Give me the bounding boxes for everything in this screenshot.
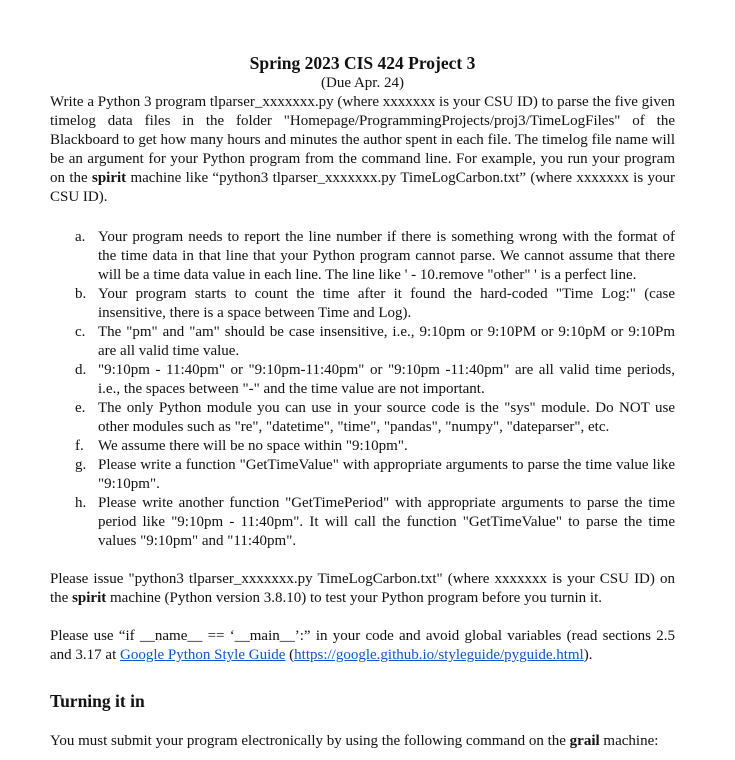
list-marker: b.	[75, 286, 87, 302]
list-item-text: The "pm" and "am" should be case insensitive, i.e., 9:10pm or 9:10PM or 9:10pM or 9:10Pm are all valid time value.	[98, 324, 675, 359]
list-item-text: Please write another function "GetTimePeriod" with appropriate arguments to parse the time period like "9:10pm - 11:40pm". It will call the function "GetTimeValue" to parse the time values "9:10pm" and "11:40pm".	[98, 495, 675, 549]
list-item	[75, 399, 675, 437]
issue-text-1: Please issue "python3 tlparser_xxxxxxx.py TimeLogCarbon.txt" (where xxxxxxx is your CSU ID) on the	[50, 571, 675, 606]
page-title: Spring 2023 CIS 424 Project 3	[249, 53, 476, 73]
list-item	[75, 437, 675, 456]
list-item	[75, 323, 675, 361]
style-guide-url-link[interactable]: https://google.github.io/styleguide/pyguide.html	[294, 647, 584, 663]
list-item-text: Your program starts to count the time after it found the hard-coded "Time Log:" (case insensitive, there is a space between Time and Log).	[98, 286, 675, 321]
list-item	[75, 285, 675, 323]
issue-text-2: machine (Python version 3.8.10) to test your Python program before you turnin it.	[106, 590, 603, 606]
list-marker: f.	[75, 438, 84, 454]
intro-bold-machine: spirit	[91, 170, 127, 186]
list-item-text: Your program needs to report the line number if there is something wrong with the format of the time data in that line that your Python program cannot parse. We cannot assume that there will be a time data value in each line. The line like ' - 10.remove "other" ' is a perfect line.	[98, 229, 675, 283]
list-item	[75, 361, 675, 399]
list-marker: e.	[75, 400, 86, 416]
turnin-paragraph	[50, 732, 675, 751]
intro-paragraph	[50, 93, 675, 207]
turnin-heading: Turning it in	[50, 691, 145, 711]
turnin-bold-machine: grail	[569, 733, 600, 749]
style-text-2: ).	[583, 647, 593, 663]
style-text-middle: (	[285, 647, 295, 663]
intro-text-2: machine like “python3 tlparser_xxxxxxx.py TimeLogCarbon.txt” (where xxxxxxx is your CSU ID).	[50, 170, 675, 205]
style-text-1: Please use “if __name__ == ‘__main__’:” in your code and avoid global variables (read sections 2.5 and 3.17 at	[50, 628, 675, 663]
list-marker: g.	[75, 457, 87, 473]
list-item	[75, 456, 675, 494]
intro-text-1: Write a Python 3 program tlparser_xxxxxxx.py (where xxxxxxx is your CSU ID) to parse the five given timelog data files in the folder "Homepage/ProgrammingProjects/proj3/TimeLogFiles" of the Blackboard to get how many hours and minutes the author spent in each file. The timelog file name will be an argument for your Python program from the command line. For example, you run your program on the	[50, 94, 675, 186]
requirements-list	[75, 228, 675, 551]
list-marker: a.	[75, 229, 86, 245]
list-marker: h.	[75, 495, 87, 511]
list-item	[75, 494, 675, 551]
turnin-text-1: You must submit your program electronically by using the following command on the	[50, 733, 570, 749]
list-item	[75, 228, 675, 285]
list-item-text: Please write a function "GetTimeValue" with appropriate arguments to parse the time value like "9:10pm".	[98, 457, 675, 492]
list-item-text: "9:10pm - 11:40pm" or "9:10pm-11:40pm" or "9:10pm -11:40pm" are all valid time periods, i.e., the spaces between "-" and the time value are not important.	[98, 362, 675, 397]
due-date: (Due Apr. 24)	[321, 75, 404, 91]
issue-bold-machine: spirit	[72, 590, 107, 606]
style-guide-paragraph	[50, 627, 675, 665]
turnin-text-2: machine:	[599, 733, 659, 749]
style-guide-link[interactable]: Google Python Style Guide	[119, 647, 286, 663]
list-marker: c.	[75, 324, 86, 340]
issue-paragraph	[50, 570, 675, 608]
list-item-text: We assume there will be no space within "9:10pm".	[98, 438, 408, 454]
list-item-text: The only Python module you can use in your source code is the "sys" module. Do NOT use other modules such as "re", "datetime", "time", "pandas", "numpy", "dateparser", etc.	[98, 400, 675, 435]
list-marker: d.	[75, 362, 87, 378]
